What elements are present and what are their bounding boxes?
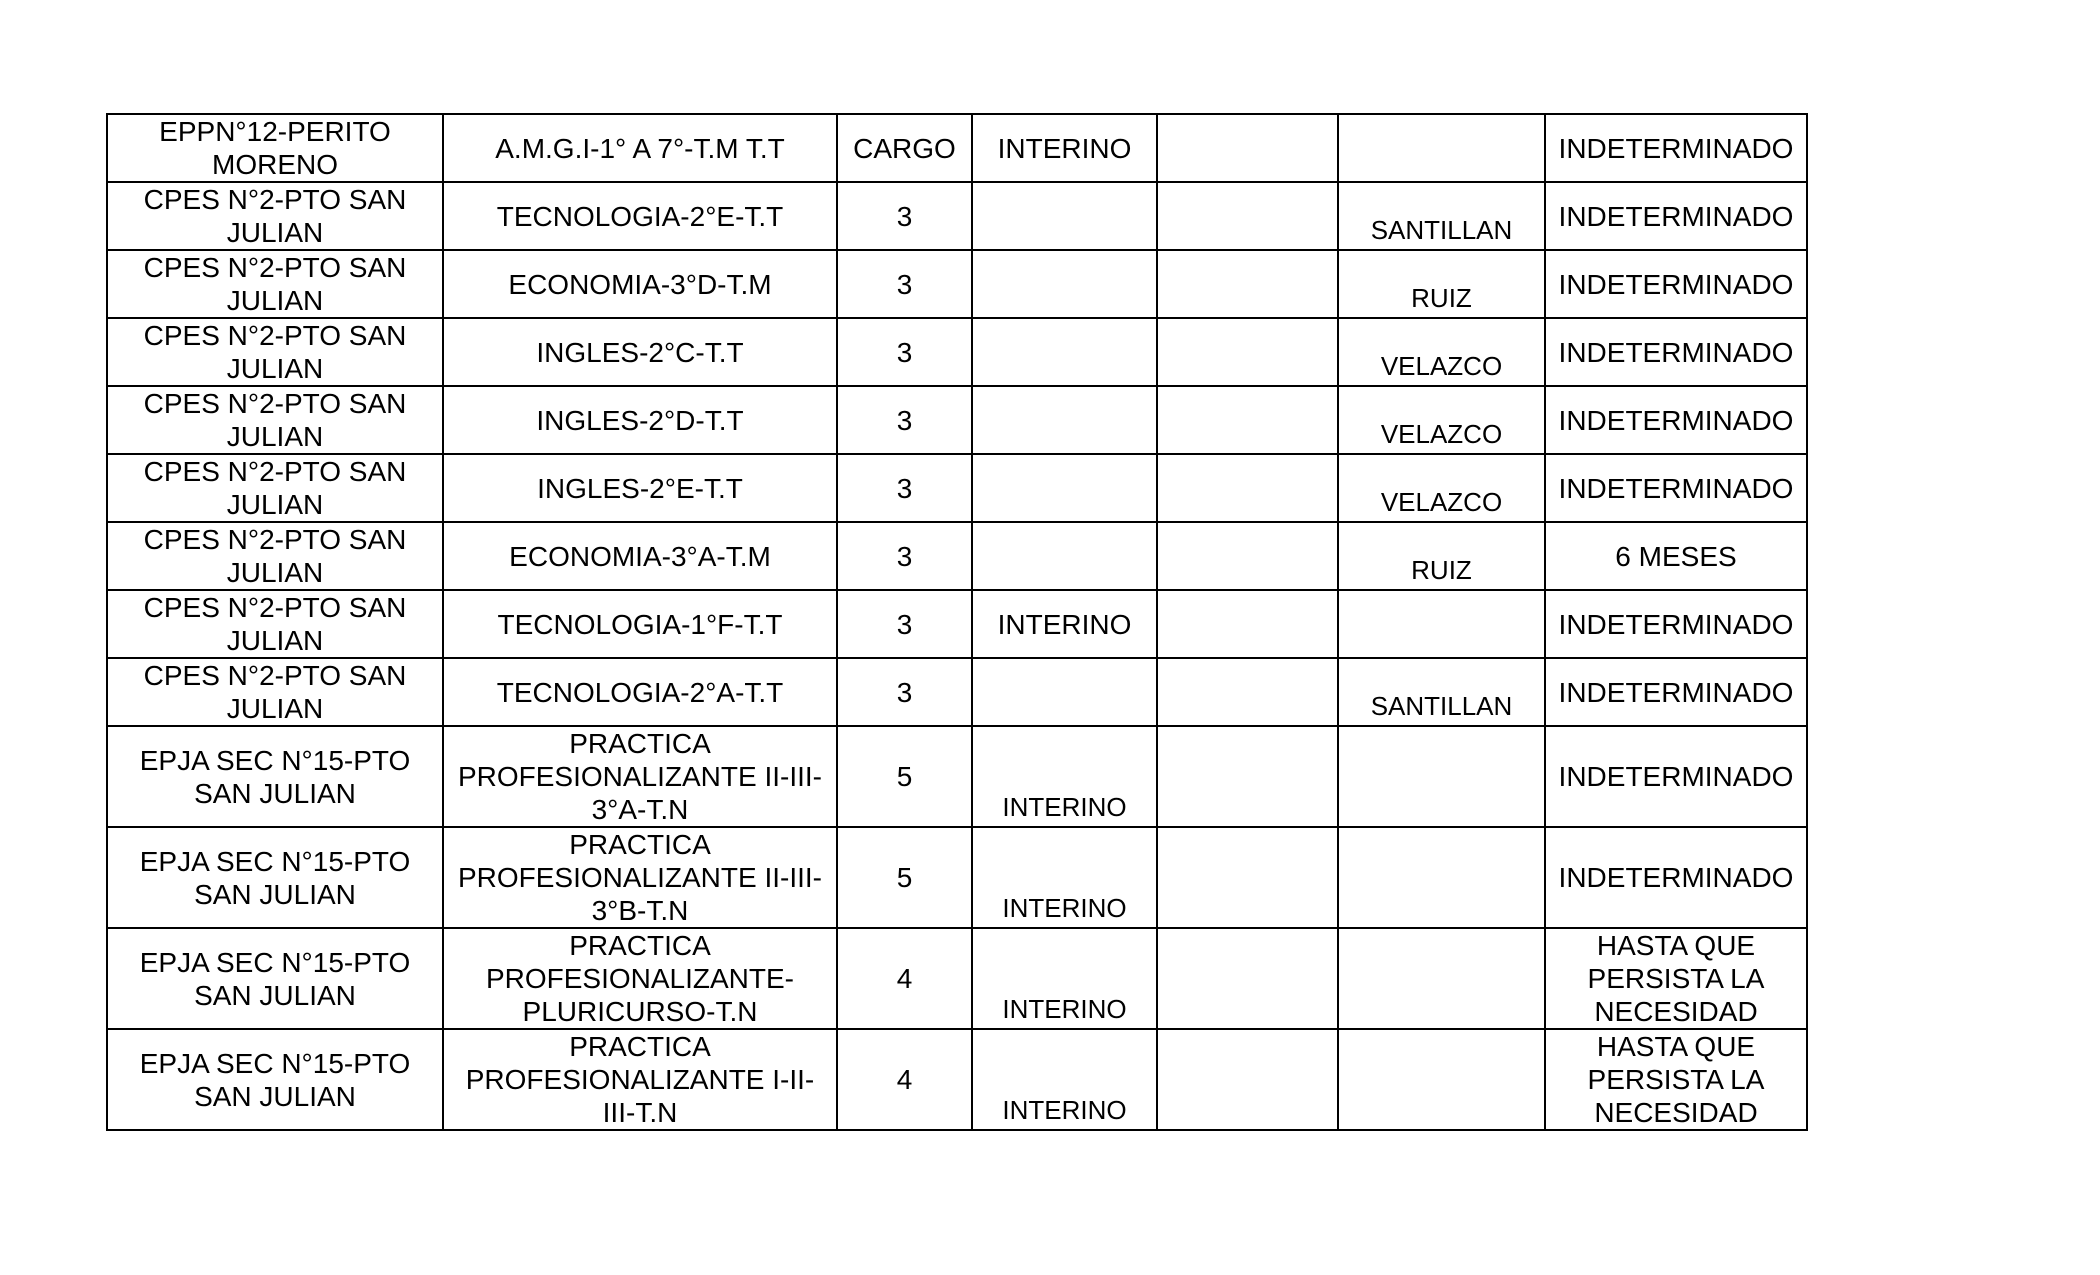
school-cell: CPES N°2-PTO SAN JULIAN [107, 522, 443, 590]
empty-cell [1157, 114, 1338, 182]
empty-cell [1157, 590, 1338, 658]
hours-cell: 3 [837, 182, 972, 250]
duration-cell: INDETERMINADO [1545, 827, 1807, 928]
school-cell: CPES N°2-PTO SAN JULIAN [107, 318, 443, 386]
name-cell: VELAZCO [1338, 386, 1545, 454]
subject-cell: PRACTICA PROFESIONALIZANTE-PLURICURSO-T.N [443, 928, 837, 1029]
subject-cell: ECONOMIA-3°D-T.M [443, 250, 837, 318]
status-cell: INTERINO [972, 928, 1157, 1029]
empty-cell [1157, 318, 1338, 386]
subject-cell: INGLES-2°C-T.T [443, 318, 837, 386]
name-cell: RUIZ [1338, 522, 1545, 590]
table-row [107, 386, 1807, 454]
hours-cell: 4 [837, 1029, 972, 1130]
status-cell [972, 658, 1157, 726]
school-cell: EPJA SEC N°15-PTO SAN JULIAN [107, 1029, 443, 1130]
subject-cell: ECONOMIA-3°A-T.M [443, 522, 837, 590]
assignments-table [106, 113, 1808, 1131]
school-cell: EPJA SEC N°15-PTO SAN JULIAN [107, 928, 443, 1029]
duration-cell: INDETERMINADO [1545, 454, 1807, 522]
duration-cell: INDETERMINADO [1545, 658, 1807, 726]
hours-cell: 5 [837, 726, 972, 827]
table-row [107, 590, 1807, 658]
duration-cell: 6 MESES [1545, 522, 1807, 590]
status-cell: INTERINO [972, 726, 1157, 827]
name-cell: SANTILLAN [1338, 658, 1545, 726]
duration-cell: INDETERMINADO [1545, 250, 1807, 318]
subject-cell: TECNOLOGIA-2°E-T.T [443, 182, 837, 250]
name-cell [1338, 928, 1545, 1029]
table-row [107, 827, 1807, 928]
empty-cell [1157, 386, 1338, 454]
name-cell [1338, 726, 1545, 827]
name-cell [1338, 114, 1545, 182]
name-cell [1338, 827, 1545, 928]
status-cell: INTERINO [972, 114, 1157, 182]
duration-cell: INDETERMINADO [1545, 590, 1807, 658]
subject-cell: TECNOLOGIA-1°F-T.T [443, 590, 837, 658]
subject-cell: PRACTICA PROFESIONALIZANTE I-II-III-T.N [443, 1029, 837, 1130]
hours-cell: 5 [837, 827, 972, 928]
empty-cell [1157, 182, 1338, 250]
duration-cell: HASTA QUE PERSISTA LA NECESIDAD [1545, 1029, 1807, 1130]
school-cell: CPES N°2-PTO SAN JULIAN [107, 658, 443, 726]
hours-cell: 3 [837, 318, 972, 386]
table-row [107, 928, 1807, 1029]
school-cell: CPES N°2-PTO SAN JULIAN [107, 590, 443, 658]
empty-cell [1157, 928, 1338, 1029]
empty-cell [1157, 522, 1338, 590]
empty-cell [1157, 1029, 1338, 1130]
school-cell: CPES N°2-PTO SAN JULIAN [107, 386, 443, 454]
school-cell: CPES N°2-PTO SAN JULIAN [107, 454, 443, 522]
status-cell: INTERINO [972, 590, 1157, 658]
hours-cell: 3 [837, 590, 972, 658]
table-row [107, 114, 1807, 182]
name-cell [1338, 590, 1545, 658]
status-cell: INTERINO [972, 827, 1157, 928]
school-cell: EPPN°12-PERITO MORENO [107, 114, 443, 182]
table-row [107, 182, 1807, 250]
subject-cell: PRACTICA PROFESIONALIZANTE II-III-3°A-T.N [443, 726, 837, 827]
name-cell: VELAZCO [1338, 454, 1545, 522]
subject-cell: PRACTICA PROFESIONALIZANTE II-III-3°B-T.N [443, 827, 837, 928]
hours-cell: 3 [837, 522, 972, 590]
school-cell: CPES N°2-PTO SAN JULIAN [107, 182, 443, 250]
duration-cell: INDETERMINADO [1545, 726, 1807, 827]
duration-cell: INDETERMINADO [1545, 318, 1807, 386]
table-row [107, 522, 1807, 590]
hours-cell: 3 [837, 454, 972, 522]
status-cell [972, 522, 1157, 590]
empty-cell [1157, 250, 1338, 318]
school-cell: EPJA SEC N°15-PTO SAN JULIAN [107, 827, 443, 928]
name-cell: VELAZCO [1338, 318, 1545, 386]
subject-cell: A.M.G.I-1° A 7°-T.M T.T [443, 114, 837, 182]
subject-cell: INGLES-2°E-T.T [443, 454, 837, 522]
table-row [107, 454, 1807, 522]
empty-cell [1157, 827, 1338, 928]
hours-cell: 3 [837, 250, 972, 318]
hours-cell: CARGO [837, 114, 972, 182]
school-cell: CPES N°2-PTO SAN JULIAN [107, 250, 443, 318]
hours-cell: 3 [837, 658, 972, 726]
empty-cell [1157, 726, 1338, 827]
duration-cell: INDETERMINADO [1545, 114, 1807, 182]
duration-cell: INDETERMINADO [1545, 182, 1807, 250]
duration-cell: INDETERMINADO [1545, 386, 1807, 454]
hours-cell: 4 [837, 928, 972, 1029]
table-row [107, 658, 1807, 726]
status-cell [972, 182, 1157, 250]
name-cell [1338, 1029, 1545, 1130]
status-cell [972, 318, 1157, 386]
hours-cell: 3 [837, 386, 972, 454]
name-cell: SANTILLAN [1338, 182, 1545, 250]
table-row [107, 726, 1807, 827]
table-row [107, 318, 1807, 386]
status-cell [972, 250, 1157, 318]
table-row [107, 250, 1807, 318]
name-cell: RUIZ [1338, 250, 1545, 318]
empty-cell [1157, 454, 1338, 522]
table-row [107, 1029, 1807, 1130]
subject-cell: TECNOLOGIA-2°A-T.T [443, 658, 837, 726]
school-cell: EPJA SEC N°15-PTO SAN JULIAN [107, 726, 443, 827]
status-cell [972, 454, 1157, 522]
status-cell: INTERINO [972, 1029, 1157, 1130]
empty-cell [1157, 658, 1338, 726]
duration-cell: HASTA QUE PERSISTA LA NECESIDAD [1545, 928, 1807, 1029]
status-cell [972, 386, 1157, 454]
subject-cell: INGLES-2°D-T.T [443, 386, 837, 454]
